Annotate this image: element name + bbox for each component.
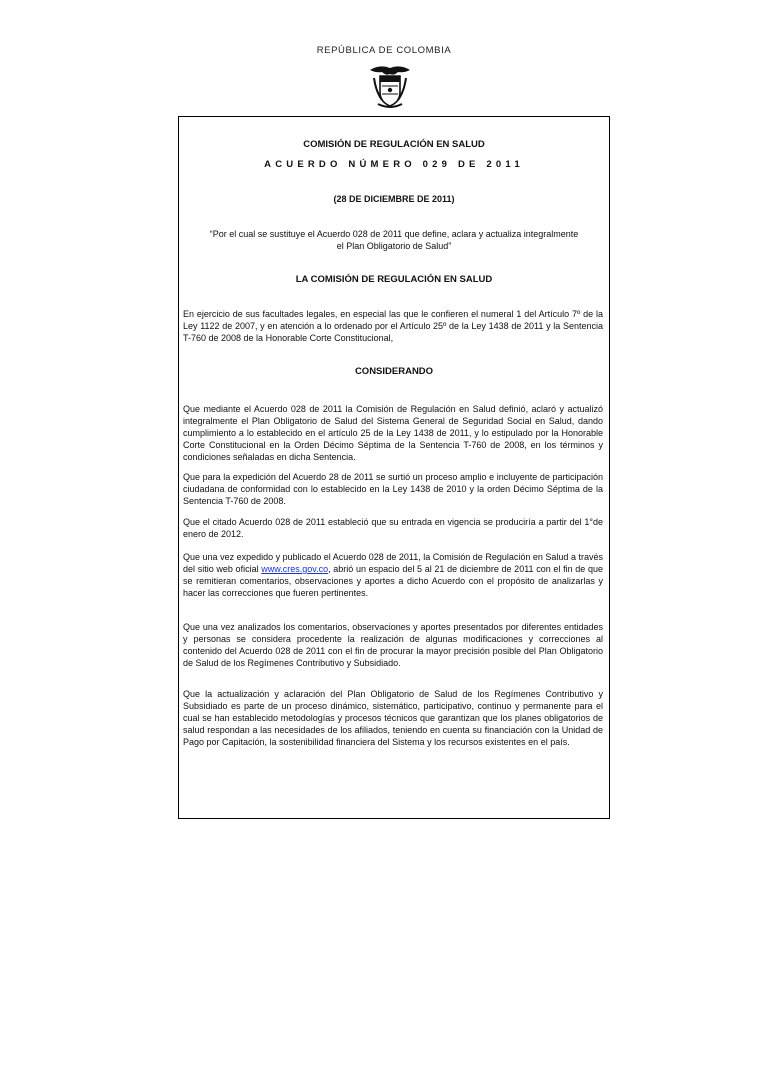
agreement-subject — [181, 228, 607, 252]
agreement-date: (28 DE DICIEMBRE DE 2011) — [333, 194, 455, 204]
considering-paragraph — [183, 551, 603, 599]
cres-website-link[interactable]: www.cres.gov.co — [261, 564, 329, 574]
agreement-subject-line: el Plan Obligatorio de Salud” — [336, 241, 452, 251]
agreement-number: ACUERDO NÚMERO 029 DE 2011 — [264, 159, 524, 170]
agreement-subject-line: “Por el cual se sustituye el Acuerdo 028 de 2011 que define, aclara y actualiza integralmente — [209, 229, 579, 239]
preamble-paragraph: En ejercicio de sus facultades legales, en especial las que le confieren el numeral 1 del Artículo 7º de la Ley 1122 de 2007, y en atención a lo ordenado por el Artículo 25º de la Ley 1438 de 2011 y la Sentencia T-760 de 2008 de la Honorable Corte Constitucional, — [183, 309, 603, 343]
considering-paragraph: Que una vez analizados los comentarios, observaciones y aportes presentados por diferentes entidades y personas se considera procedente la realización de algunas modificaciones y correcciones al contenido del Acuerdo 028 de 2011 con el fin de procurar la mayor precisión posible del Plan Obligatorio de Salud de los Regímenes Contributivo y Subsidiado. — [183, 622, 603, 668]
considering-paragraph: Que para la expedición del Acuerdo 28 de 2011 se surtió un proceso amplio e incluyente de participación ciudadana de conformidad con lo establecido en la Ley 1438 de 2010 y la orden Décimo Séptima de la Sentencia T-760 de 2008. — [183, 472, 603, 506]
paragraph-text: , abrió un espacio del 5 al 21 de diciembre de 2011 con el fin de que se remitieran comentarios, observaciones y aportes a dicho Acuerdo con el propósito de analizarlas y hacer las correcciones que fueren pertinentes. — [183, 564, 603, 598]
coat-of-arms-icon — [368, 64, 412, 110]
considering-paragraph: Que el citado Acuerdo 028 de 2011 estableció que su entrada en vigencia se produciría a partir del 1°de enero de 2012. — [183, 517, 603, 539]
considering-paragraph: Que mediante el Acuerdo 028 de 2011 la Comisión de Regulación en Salud definió, aclaró y actualizó integralmente el Plan Obligatorio de Salud del Sistema General de Seguridad Social en Salud, dando cumplimiento a lo establecido en el artículo 25 de la Ley 1438 de 2011, y lo estipulado por la Honorable Corte Constitucional en la Orden Décimo Séptima de la Sentencia T-760 de 2008, en los términos y condiciones señaladas en dicha Sentencia. — [183, 404, 603, 462]
considering-paragraph: Que la actualización y aclaración del Plan Obligatorio de Salud de los Regímenes Contributivo y Subsidiado es parte de un proceso dinámico, sistemático, participativo, continuo y permanente para el cual se han establecido metodologías y procesos técnicos que garantizan que los planes obligatorios de salud respondan a las necesidades de los afiliados, teniendo en cuenta su financiación con la Unidad de Pago por Capitación, la sostenibilidad financiera del Sistema y los recursos existentes en el país. — [183, 689, 603, 747]
republic-heading: REPÚBLICA DE COLOMBIA — [316, 45, 452, 56]
issuer-heading: LA COMISIÓN DE REGULACIÓN EN SALUD — [295, 274, 493, 285]
entity-heading: COMISIÓN DE REGULACIÓN EN SALUD — [303, 139, 485, 150]
paragraph-text: Que una vez expedido y publicado el Acuerdo 028 de 2011, la Comisión de Regulación en Salud a través del sitio web oficial — [183, 552, 603, 574]
document-frame — [178, 116, 610, 819]
considering-heading: CONSIDERANDO — [354, 366, 434, 377]
